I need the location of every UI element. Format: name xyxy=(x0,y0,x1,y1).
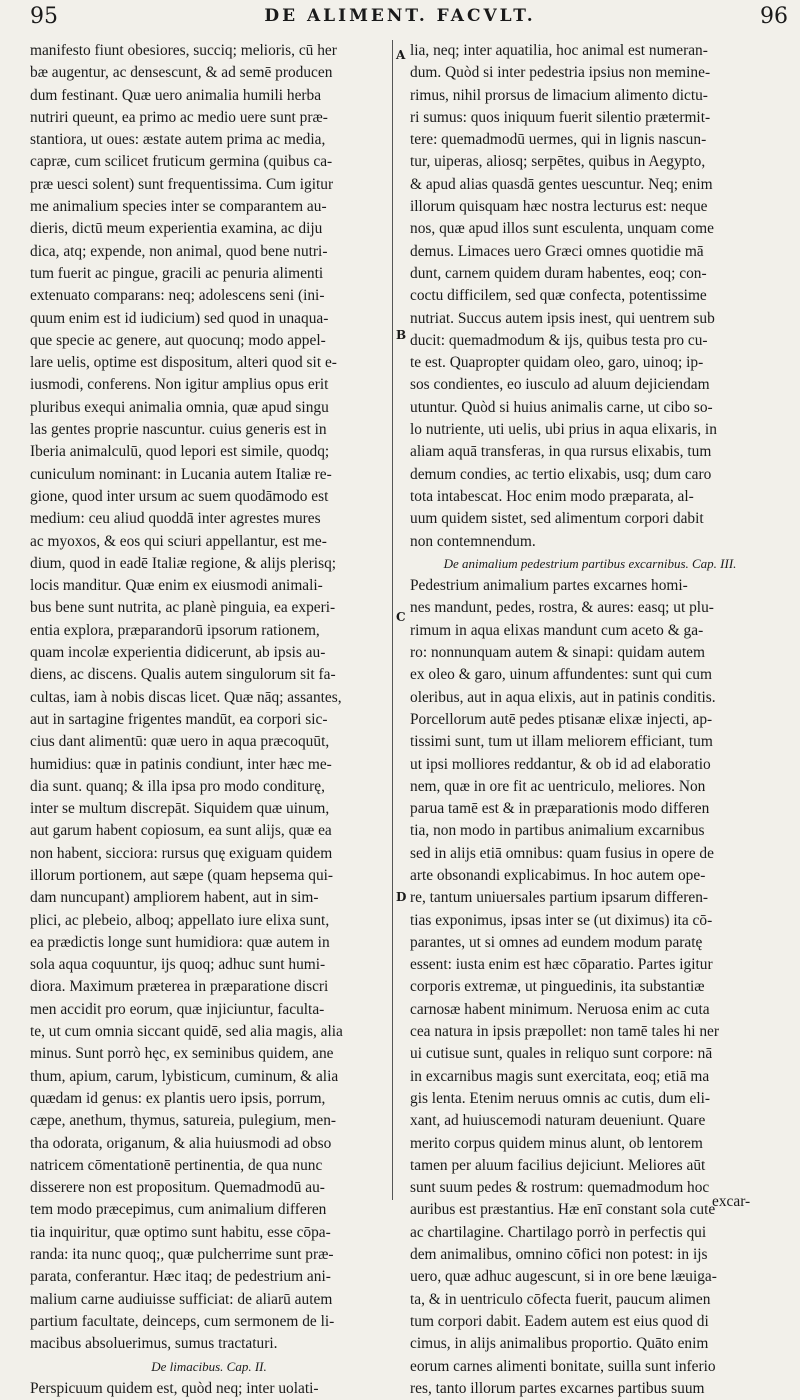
column-divider xyxy=(392,40,393,1200)
text-line: diora. Maximum præterea in præparatione discri xyxy=(30,978,329,996)
text-line: bæ augentur, ac densescunt, & ad semē producen xyxy=(30,64,333,82)
text-line: que specie ac genere, aut quocunq; modo appel- xyxy=(30,331,326,349)
text-line: nem, quæ in ore fit ac uentriculo, meliores. Non xyxy=(410,777,706,795)
running-title: DE ALIMENT. FACVLT. xyxy=(264,6,536,26)
text-line: inter se multum discrepāt. Siquidem quæ uinum, xyxy=(30,800,330,818)
text-line: ta, & in uentriculo cōfecta fuerit, paucum alimen xyxy=(410,1290,711,1308)
text-line: tum corpori dabit. Eadem autem est eius quod di xyxy=(410,1312,709,1330)
text-line: demum condies, ac tertio elixabis, usq; dum caro xyxy=(410,465,712,483)
text-line: diens, ac discens. Qualis autem singulorum sit fa- xyxy=(30,666,336,684)
text-line: tota intabescat. Hoc enim modo præparata, al- xyxy=(410,487,694,505)
text-line: cius dant alimentū: quæ uero in aqua præcoquūt, xyxy=(30,733,330,751)
text-line: rimus, nihil prorsus de limacium alimento dictu- xyxy=(410,86,708,104)
text-line: disserere non est propositum. Quemadmodū au- xyxy=(30,1179,325,1197)
text-line: bus bene sunt nutrita, ac planè pinguia, ea experi- xyxy=(30,599,336,617)
text-line: cæpe, anethum, thymus, satureia, pulegium, men- xyxy=(30,1112,337,1130)
text-line: dia sunt. quanq; & illa ipsa pro modo conditurę, xyxy=(30,777,325,795)
text-line: dem animalibus, omnino cōfici non potest: in ijs xyxy=(410,1246,708,1264)
text-line: quædam id genus: ex plantis uero ipsis, porrum, xyxy=(30,1089,326,1107)
text-line: ac myoxos, & eos qui sciuri appellantur, est me- xyxy=(30,532,327,550)
text-line: me animalium species inter se comparantem au- xyxy=(30,198,327,216)
text-line: locis manditur. Quæ enim ex eiusmodi animali- xyxy=(30,577,323,595)
text-line: randa: ita nunc quoq;, quæ pulcherrime sunt præ- xyxy=(30,1246,334,1264)
text-line: pluribus exequi animalia omnia, quæ apud singu xyxy=(30,398,329,416)
text-line: men accidit pro eorum, quæ injiciuntur, faculta- xyxy=(30,1000,325,1018)
text-line: cultas, iam à nobis discas licet. Quæ nāq; assantes, xyxy=(30,688,342,706)
text-line: re, tantum uniuersales partium ipsarum differen- xyxy=(410,889,709,907)
text-line: gione, quod inter ursum ac suem quodāmodo est xyxy=(30,487,329,505)
text-line: medium: ceu aliud quoddā inter agrestes mures xyxy=(30,510,321,528)
text-line: sed in alijs etiā omnibus: quam fusius in opere de xyxy=(410,844,714,862)
text-line: nutriri queunt, ea primo ac medio uere sunt præ- xyxy=(30,108,328,126)
text-line: Perspicuum quidem est, quòd neq; inter uolati- xyxy=(30,1379,319,1397)
page-header xyxy=(0,0,800,38)
text-line: parata, conferantur. Hæc itaq; de pedestrium ani- xyxy=(30,1268,331,1286)
margin-marker-b: B xyxy=(396,328,407,342)
text-line: cea natura in ipsis præpollet: non tamē tales hi ner xyxy=(410,1023,720,1041)
text-line: non contemnendum. xyxy=(410,532,536,550)
text-line: demus. Limaces uero Græci omnes quotidie mā xyxy=(410,242,704,260)
text-line: las gentes proprie nascuntur. cuius generis est in xyxy=(30,421,327,439)
text-line: aliam aquā transferas, in qua rursus elixabis, tum xyxy=(410,443,712,461)
text-line: carnosæ habent minimum. Neruosa enim ac cuta xyxy=(410,1000,710,1018)
text-line: essent: iusta enim est hæc cōparatio. Partes igitur xyxy=(410,956,713,974)
text-line: lare uelis, optime est dispositum, alteri quod sit e- xyxy=(30,354,337,372)
text-line: auribus est præstantius. Hæ enī constant sola cute xyxy=(410,1201,716,1219)
text-line: eorum carnes alimenti bonitate, suilla sunt inferio xyxy=(410,1357,716,1375)
text-line: tia inquiritur, quæ optimo sunt habitu, esse cōpa- xyxy=(30,1223,331,1241)
text-line: tamen per aluum facilius dejiciunt. Meliores aūt xyxy=(410,1156,706,1174)
text-line: te est. Quapropter quidam oleo, garo, uinoq; ip- xyxy=(410,354,704,372)
text-line: tem modo præcepimus, cum animalium differen xyxy=(30,1201,327,1219)
text-line: & apud alias quasdā gentes uescuntur. Neq; enim xyxy=(410,175,713,193)
text-line: parantes, ut si omnes ad eundem modum paratę xyxy=(410,933,703,951)
text-line: quam incolæ experientia didicerunt, ab ipsis au- xyxy=(30,644,326,662)
text-line: sunt suum pedes & rostrum: quemadmodum hoc xyxy=(410,1179,710,1197)
text-line: dica, atq; expende, non animal, quod bene nutri- xyxy=(30,242,328,260)
right-page-number: 96 xyxy=(760,4,788,29)
text-line: stantiora, ut oues: æstate autem prima ac media, xyxy=(30,131,326,149)
margin-marker-a: A xyxy=(396,48,406,62)
text-line: iusmodi, conferens. Non igitur amplius opus erit xyxy=(30,376,329,394)
text-line: res, tanto illorum partes excarnes partibus suum xyxy=(410,1379,705,1397)
text-line: tha odorata, origanum, & alia huiusmodi ad obso xyxy=(30,1134,332,1152)
text-line: tias exponimus, ipsas inter se (ut diximus) ita cō- xyxy=(410,911,713,929)
text-line: utuntur. Quòd si huius animalis carne, ut cibo so- xyxy=(410,398,713,416)
text-line: ut ipsi molliores reddantur, & ob id ad elaboratio xyxy=(410,755,711,773)
text-line: Pedestrium animalium partes excarnes homi- xyxy=(410,577,688,595)
text-line: nutriat. Succus autem ipsis inest, qui uentrem sub xyxy=(410,309,715,327)
text-line: dium, quod in eadē Italiæ regione, & alijs plerisq; xyxy=(30,554,337,572)
text-line: xant, ad huiuscemodi naturam deueniunt. Quare xyxy=(410,1112,706,1130)
text-line: tia, non modo in partibus animalium excarnibus xyxy=(410,822,705,840)
text-line: capræ, cum scilicet fruticum germina (quibus ca- xyxy=(30,153,333,171)
text-line: tere: quemadmodū uermes, qui in lignis nascun- xyxy=(410,131,707,149)
text-line: rimum in aqua elixas mandunt cum aceto & ga- xyxy=(410,621,704,639)
text-line: entia explora, præparandorū ipsorum rationem, xyxy=(30,621,320,639)
text-line: illorum portionem, aut sæpe (quam hepsema qui- xyxy=(30,866,334,884)
text-line: dieris, dictū meum experientia examina, ac diju xyxy=(30,220,323,238)
text-line: aut garum habent copiosum, ea sunt alijs, quæ ea xyxy=(30,822,332,840)
text-line: coctu difficilem, sed quæ confecta, potentissime xyxy=(410,287,707,305)
text-line: non habent, sicciora: rursus quę exiguam quidem xyxy=(30,844,333,862)
text-line: malium carne audiuisse sufficiat: de aliarū autem xyxy=(30,1290,333,1308)
text-line: macibus absoluerimus, sumus tractaturi. xyxy=(30,1335,278,1353)
text-line: tum fuerit ac pingue, gracili ac penuria alimenti xyxy=(30,264,324,282)
text-line: in excarnibus magis sunt exercitata, eoq; etiā ma xyxy=(410,1067,710,1085)
text-line: manifesto fiunt obesiores, succiq; melioris, cū her xyxy=(30,42,337,59)
text-line: præ uesci solent) sunt frequentissima. Cum igitur xyxy=(30,175,334,193)
text-line: lia, neq; inter aquatilia, hoc animal est numeran- xyxy=(410,42,708,59)
text-line: oleribus, aut in aqua elixis, aut in patinis conditis. xyxy=(410,688,716,706)
text-line: ex oleo & garo, uinum affundentes: sunt qui cum xyxy=(410,666,712,684)
text-line: plici, ac plebeio, alboq; appellato iure elixa sunt, xyxy=(30,911,330,929)
text-line: ea prædictis longe sunt humidiora: quæ autem in xyxy=(30,933,330,951)
text-line: tissimi sunt, tum ut illam meliorem efficiant, tum xyxy=(410,733,713,751)
text-line: thum, apium, carum, lybisticum, cuminum, & alia xyxy=(30,1067,339,1085)
text-line: dum festinant. Quæ uero animalia humili herba xyxy=(30,86,322,104)
text-line: nos, quæ apud illos sunt esculenta, unquam come xyxy=(410,220,714,238)
text-line: gis lenta. Etenim neruus omnis ac cutis, dum eli- xyxy=(410,1089,711,1107)
text-line: minus. Sunt porrò hęc, ex seminibus quidem, ane xyxy=(30,1045,334,1063)
text-line: Porcellorum autē pedes ptisanæ elixæ injecti, ap- xyxy=(410,710,713,728)
chapter-heading: De animalium pedestrium partibus excarnibus. Cap. III. xyxy=(443,555,737,571)
text-line: ui cutisue sunt, quales in reliquo sunt corpore: nā xyxy=(410,1045,713,1063)
text-line: dam nuncupant) ampliorem habent, aut in sim- xyxy=(30,889,319,907)
text-line: ac chartilagine. Chartilago porrò in perfectis qui xyxy=(410,1223,707,1241)
text-line: cuniculum nominant: in Lucania autem Italiæ re- xyxy=(30,465,332,483)
text-line: uum quidem sistet, sed alimentum corpori dabit xyxy=(410,510,704,528)
text-line: ducit: quemadmodum & ijs, quibus testa pro cu- xyxy=(410,331,708,349)
text-line: ri sumus: quos iniquum fuerit silentio prætermit- xyxy=(410,108,711,126)
left-column xyxy=(30,40,388,1400)
text-line: partium facultate, deinceps, cum sermonem de li- xyxy=(30,1312,335,1330)
text-line: illorum quisquam hæc nostra lecturus est: neque xyxy=(410,198,708,216)
text-line: te, ut cum omnia siccant quidē, sed alia magis, alia xyxy=(30,1023,343,1041)
text-line: cimus, in alijs animalibus proportio. Quāto enim xyxy=(410,1335,709,1353)
text-line: sos condientes, eo iusculo ad aluum dejiciendam xyxy=(410,376,710,394)
text-line: dunt, carnem quidem duram habentes, eoq; con- xyxy=(410,264,707,282)
text-line: arte obsonandi explicabimus. In hoc autem ope- xyxy=(410,866,706,884)
text-line: quum enim est id iudicium) sed quod in unaqua- xyxy=(30,309,329,327)
chapter-heading: De limacibus. Cap. II. xyxy=(151,1358,267,1374)
text-line: merito corpus quidem minus alunt, ob lentorem xyxy=(410,1134,703,1152)
text-line: tur, uiperas, aliosq; serpētes, quibus in Aegypto, xyxy=(410,153,706,171)
margin-marker-c: C xyxy=(396,610,406,624)
text-line: nes mandunt, pedes, rostra, & aures: easq; ut plu- xyxy=(410,599,714,617)
text-line: humidius: quæ in patinis condiunt, inter hæc me- xyxy=(30,755,332,773)
text-line: uero, quæ adhuc augescunt, si in ore bene læuiga- xyxy=(410,1268,717,1286)
margin-marker-d: D xyxy=(396,890,407,904)
text-line: aut in sartagine frigentes mandūt, ea corpori sic- xyxy=(30,710,328,728)
text-line: dum. Quòd si inter pedestria ipsius non memine- xyxy=(410,64,711,82)
text-line: parua tamē est & in præparationis modo differen xyxy=(410,800,710,818)
text-line: corporis extremæ, ut pinguedinis, ita substantiæ xyxy=(410,978,705,996)
text-line: Iberia animalculū, quod lepori est simile, quodq; xyxy=(30,443,330,461)
left-page-number: 95 xyxy=(30,4,58,29)
text-line: ro: nonnunquam autem & sinapi: quidam autem xyxy=(410,644,705,662)
text-line: extenuato comparans: neq; adolescens seni (ini- xyxy=(30,287,325,305)
catchword: excar- xyxy=(712,1193,751,1210)
text-line: natricem cōmentationē pertinentia, de qua nunc xyxy=(30,1156,323,1174)
text-line: sola aqua coquuntur, ijs quoq; adhuc sunt humi- xyxy=(30,956,326,974)
text-line: lo nutriente, uti uelis, ubi prius in aqua elixaris, in xyxy=(410,421,717,439)
